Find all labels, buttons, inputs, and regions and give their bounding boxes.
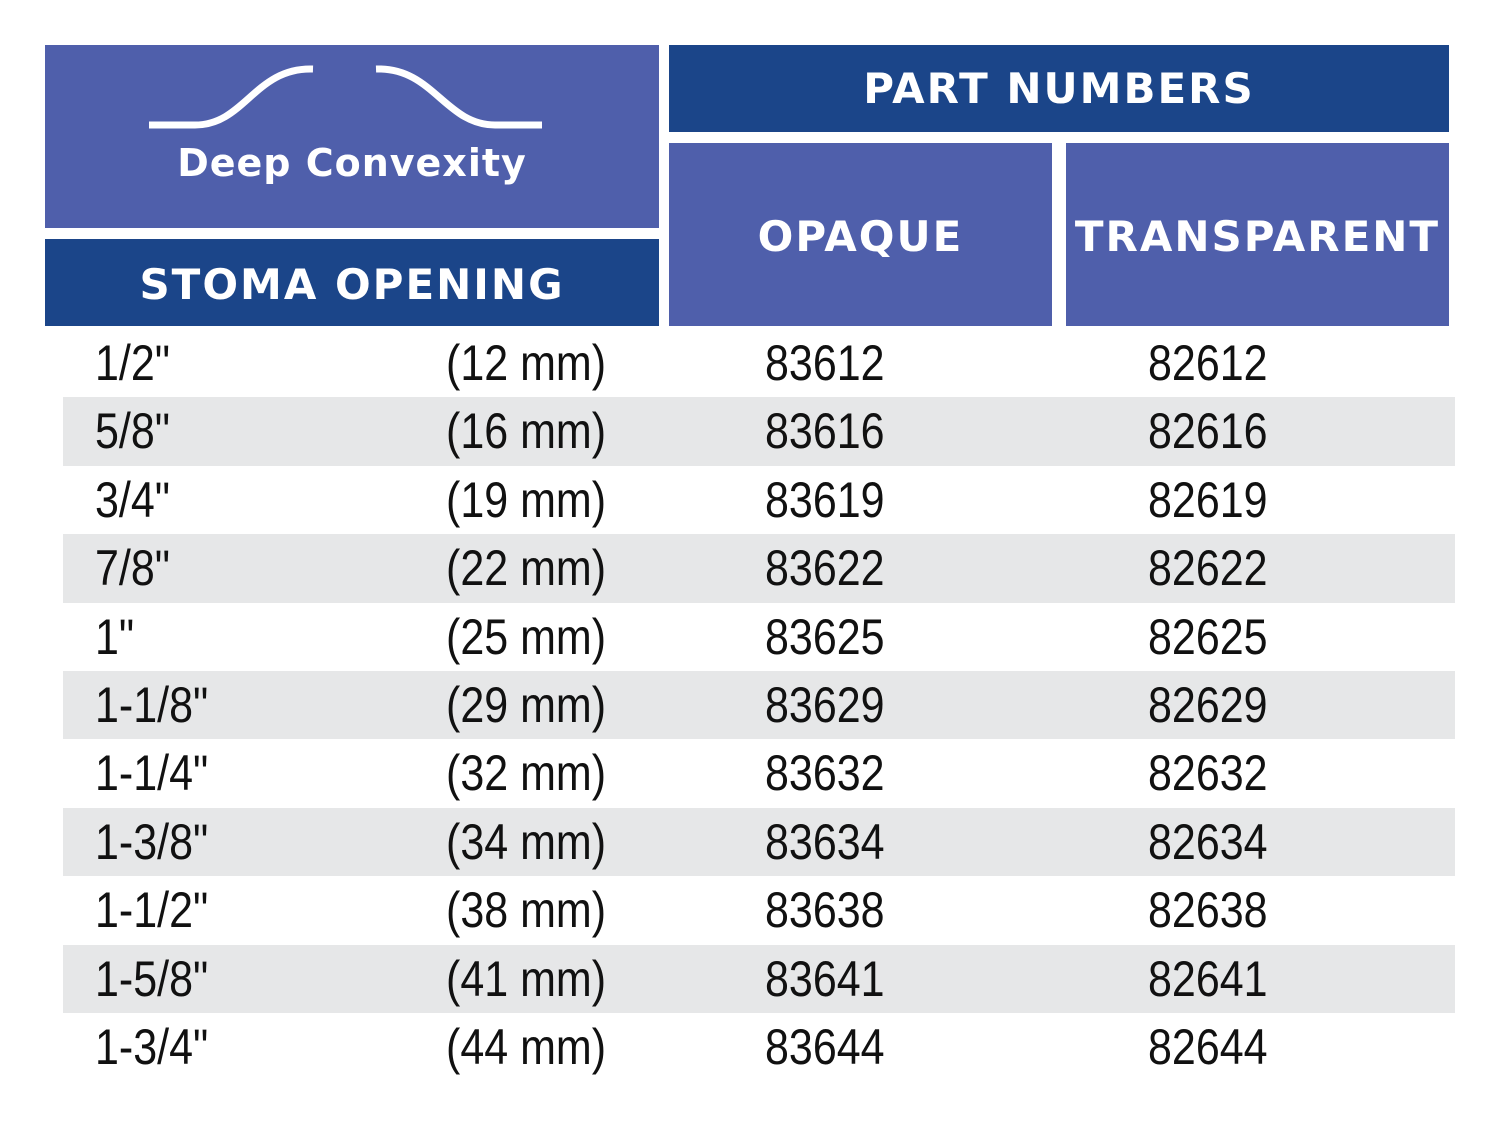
opaque-part-number: 83634	[765, 813, 885, 870]
stoma-size-inch: 1-5/8"	[95, 950, 209, 1007]
transparent-part-number: 82625	[1148, 608, 1268, 665]
transparent-part-number: 82612	[1148, 335, 1268, 391]
opaque-part-number: 83629	[765, 676, 885, 733]
part-numbers-header: PART NUMBERS	[669, 45, 1449, 132]
opaque-part-number: 83644	[765, 1018, 885, 1075]
opaque-part-number: 83641	[765, 950, 885, 1007]
stoma-size-mm: (44 mm)	[446, 1018, 607, 1075]
stoma-size-inch: 7/8"	[95, 540, 171, 597]
transparent-part-number: 82616	[1148, 403, 1268, 460]
transparent-part-number: 82619	[1148, 471, 1268, 528]
table-row	[63, 945, 1455, 1013]
stoma-size-inch: 1/2"	[95, 335, 171, 391]
opaque-part-number: 83625	[765, 608, 885, 665]
transparent-part-number: 82629	[1148, 676, 1268, 733]
opaque-part-number: 83622	[765, 540, 885, 597]
opaque-part-number: 83632	[765, 745, 885, 802]
table-row	[63, 1013, 1455, 1081]
transparent-part-number: 82634	[1148, 813, 1268, 870]
transparent-column-header: TRANSPARENT	[1066, 143, 1449, 326]
table-row	[63, 329, 1455, 397]
stoma-size-mm: (25 mm)	[446, 608, 607, 665]
opaque-part-number: 83612	[765, 335, 885, 391]
stoma-size-inch: 1-3/4"	[95, 1018, 209, 1075]
stoma-size-mm: (29 mm)	[446, 676, 607, 733]
stoma-size-mm: (41 mm)	[446, 950, 607, 1007]
opaque-column-header: OPAQUE	[669, 143, 1052, 326]
convexity-label: Deep Convexity	[177, 141, 527, 185]
stoma-size-mm: (22 mm)	[446, 540, 607, 597]
part-number-table	[63, 329, 1455, 1081]
stoma-size-inch: 5/8"	[95, 403, 171, 460]
convexity-curve-icon	[45, 45, 659, 228]
stoma-opening-header: STOMA OPENING	[45, 239, 659, 326]
stoma-size-mm: (34 mm)	[446, 813, 607, 870]
table-row	[63, 534, 1455, 602]
convexity-header	[45, 45, 659, 228]
opaque-part-number: 83638	[765, 882, 885, 939]
stoma-size-inch: 1-1/4"	[95, 745, 209, 802]
stoma-size-inch: 1-1/2"	[95, 882, 209, 939]
stoma-size-inch: 1-3/8"	[95, 813, 209, 870]
opaque-part-number: 83619	[765, 471, 885, 528]
opaque-part-number: 83616	[765, 403, 885, 460]
table-row	[63, 466, 1455, 534]
transparent-part-number: 82638	[1148, 882, 1268, 939]
table-row	[63, 739, 1455, 807]
table-row	[63, 671, 1455, 739]
table-row	[63, 397, 1455, 465]
stoma-size-mm: (32 mm)	[446, 745, 607, 802]
stoma-size-inch: 3/4"	[95, 471, 171, 528]
stoma-size-mm: (38 mm)	[446, 882, 607, 939]
stoma-size-mm: (16 mm)	[446, 403, 607, 460]
stoma-size-mm: (12 mm)	[446, 335, 607, 391]
table-row	[63, 603, 1455, 671]
transparent-part-number: 82632	[1148, 745, 1268, 802]
stoma-size-inch: 1-1/8"	[95, 676, 209, 733]
table-row	[63, 808, 1455, 876]
transparent-part-number: 82644	[1148, 1018, 1268, 1075]
table-row	[63, 876, 1455, 944]
stoma-size-mm: (19 mm)	[446, 471, 607, 528]
transparent-part-number: 82622	[1148, 540, 1268, 597]
stoma-size-inch: 1"	[95, 608, 135, 665]
transparent-part-number: 82641	[1148, 950, 1268, 1007]
